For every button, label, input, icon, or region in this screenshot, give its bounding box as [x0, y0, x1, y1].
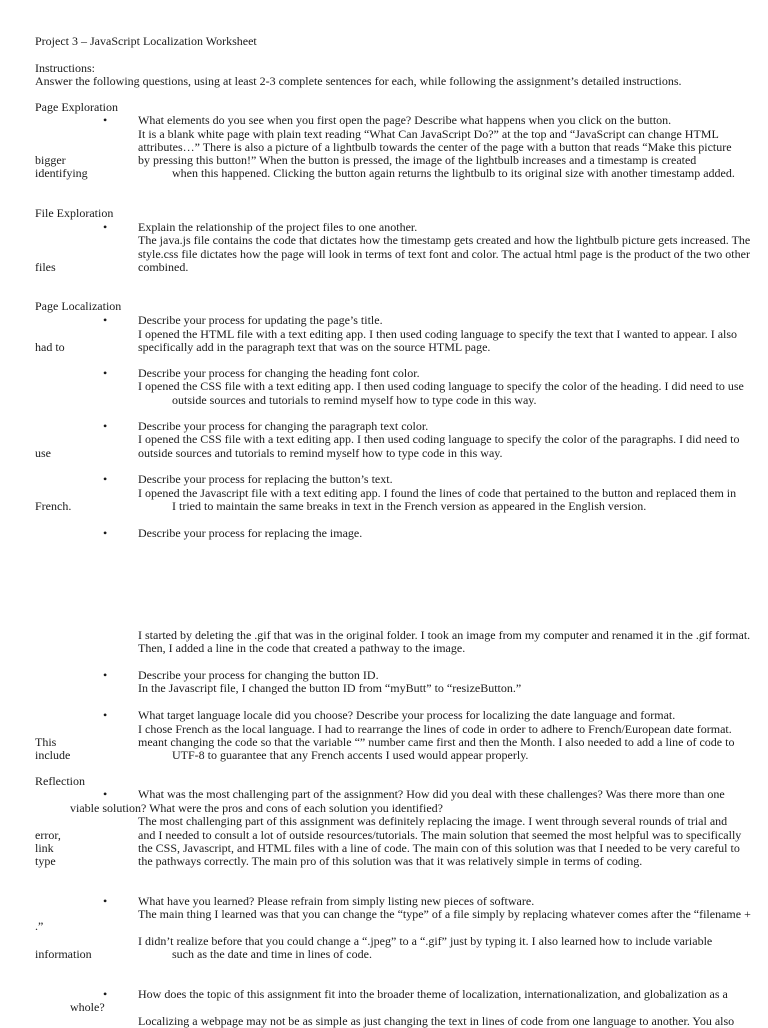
section-heading-page-exploration: Page Exploration — [35, 100, 118, 114]
margin-word: .” — [35, 919, 44, 933]
answer-line: outside sources and tutorials to remind myself how to type code in this way. — [172, 393, 537, 407]
question-text: Describe your process for replacing the image. — [138, 526, 363, 540]
document-title: Project 3 – JavaScript Localization Worksheet — [35, 34, 257, 48]
answer-line: style.css file dictates how the page will look in terms of text font and color. The actual html page is the product of the two other — [138, 247, 750, 261]
question-text: Describe your process for replacing the button’s text. — [138, 472, 393, 486]
bullet: • — [103, 987, 108, 1001]
answer-line: attributes…” There is also a picture of a lightbulb towards the center of the page with a button that reads “Make this picture — [138, 140, 732, 154]
bullet: • — [103, 472, 108, 486]
answer-line: UTF-8 to guarantee that any French accents I used would appear properly. — [172, 748, 529, 762]
answer-line: specifically add in the paragraph text that was on the source HTML page. — [138, 340, 491, 354]
section-heading-file-exploration: File Exploration — [35, 206, 114, 220]
answer-line: I opened the HTML file with a text editing app. I then used coding language to specify the text that I wanted to appear. I also — [138, 327, 738, 341]
instructions-text: Answer the following questions, using at least 2-3 complete sentences for each, while following the assignment’s detailed instructions. — [35, 74, 682, 88]
answer-line: Localizing a webpage may not be as simple as just changing the text in lines of code from one language to another. You also — [138, 1014, 735, 1028]
bullet: • — [103, 113, 108, 127]
answer-line: I opened the CSS file with a text editing app. I then used coding language to specify the color of the paragraphs. I did need to — [138, 432, 740, 446]
margin-word: link — [35, 841, 54, 855]
bullet: • — [103, 313, 108, 327]
answer-line: combined. — [138, 260, 189, 274]
margin-word: use — [35, 446, 51, 460]
answer-line: I opened the CSS file with a text editing app. I then used coding language to specify the color of the heading. I did need to use — [138, 379, 744, 393]
bullet: • — [103, 366, 108, 380]
answer-line: by pressing this button!” When the button is pressed, the image of the lightbulb increases and a timestamp is created — [138, 153, 697, 167]
section-heading-reflection: Reflection — [35, 774, 85, 788]
margin-word: This — [35, 735, 57, 749]
answer-line: the CSS, Javascript, and HTML files with a line of code. The main con of this solution was that I needed to be very careful to — [138, 841, 740, 855]
bullet: • — [103, 708, 108, 722]
answer-line: Then, I added a line in the code that created a pathway to the image. — [138, 641, 466, 655]
answer-line: meant changing the code so that the variable “” number came first and then the Month. I also needed to add a line of code to — [138, 735, 735, 749]
answer-line: and I needed to consult a lot of outside resources/tutorials. The main solution that seemed the most helpful was to specifically — [138, 828, 742, 842]
question-text: What elements do you see when you first open the page? Describe what happens when you click on the button. — [138, 113, 672, 127]
bullet: • — [103, 419, 108, 433]
margin-word: French. — [35, 499, 72, 513]
question-text: What was the most challenging part of the assignment? How did you deal with these challenges? Was there more than one — [138, 787, 725, 801]
question-text: Describe your process for changing the button ID. — [138, 668, 379, 682]
margin-word: error, — [35, 828, 61, 842]
answer-line: I opened the Javascript file with a text editing app. I found the lines of code that pertained to the button and replaced them in — [138, 486, 737, 500]
answer-line: outside sources and tutorials to remind myself how to type code in this way. — [138, 446, 503, 460]
answer-line: such as the date and time in lines of code. — [172, 947, 372, 961]
answer-line: the pathways correctly. The main pro of this solution was that it was relatively simple in terms of coding. — [138, 854, 643, 868]
question-text: viable solution? What were the pros and cons of each solution you identified? — [70, 801, 444, 815]
margin-word: identifying — [35, 166, 88, 180]
margin-word: type — [35, 854, 56, 868]
margin-word: had to — [35, 340, 65, 354]
bullet: • — [103, 787, 108, 801]
answer-line: I tried to maintain the same breaks in text in the French version as appeared in the English version. — [172, 499, 647, 513]
answer-line: I chose French as the local language. I had to rearrange the lines of code in order to adhere to French/European date format. — [138, 722, 732, 736]
section-heading-page-localization: Page Localization — [35, 299, 122, 313]
margin-word: files — [35, 260, 56, 274]
question-text: How does the topic of this assignment fit into the broader theme of localization, internationalization, and globalization as a — [138, 987, 728, 1001]
bullet: • — [103, 526, 108, 540]
bullet: • — [103, 894, 108, 908]
answer-line: I started by deleting the .gif that was in the original folder. I took an image from my computer and renamed it in the .gif format. — [138, 628, 751, 642]
question-text: whole? — [70, 1000, 105, 1014]
instructions-label: Instructions: — [35, 61, 95, 75]
question-text: Explain the relationship of the project files to one another. — [138, 220, 418, 234]
margin-word: include — [35, 748, 71, 762]
margin-word: bigger — [35, 153, 66, 167]
margin-word: information — [35, 947, 92, 961]
question-text: Describe your process for updating the page’s title. — [138, 313, 383, 327]
answer-line: when this happened. Clicking the button again returns the lightbulb to its original size with another timestamp added. — [172, 166, 735, 180]
question-text: Describe your process for changing the heading font color. — [138, 366, 420, 380]
bullet: • — [103, 220, 108, 234]
question-text: What have you learned? Please refrain from simply listing new pieces of software. — [138, 894, 535, 908]
bullet: • — [103, 668, 108, 682]
answer-line: The most challenging part of this assignment was definitely replacing the image. I went through several rounds of trial and — [138, 814, 728, 828]
question-text: What target language locale did you choose? Describe your process for localizing the date language and format. — [138, 708, 676, 722]
answer-line: I didn’t realize before that you could change a “.jpeg” to a “.gif” just by typing it. I also learned how to include variable — [138, 934, 713, 948]
question-text: Describe your process for changing the paragraph text color. — [138, 419, 429, 433]
answer-line: It is a blank white page with plain text reading “What Can JavaScript Do?” at the top and “JavaScript can change HTML — [138, 127, 719, 141]
answer-line: The java.js file contains the code that dictates how the timestamp gets created and how the lightbulb picture gets increased. The — [138, 233, 751, 247]
answer-line: In the Javascript file, I changed the button ID from “myButt” to “resizeButton.” — [138, 681, 522, 695]
answer-line: The main thing I learned was that you can change the “type” of a file simply by replacing whatever comes after the “filename + — [138, 907, 751, 921]
